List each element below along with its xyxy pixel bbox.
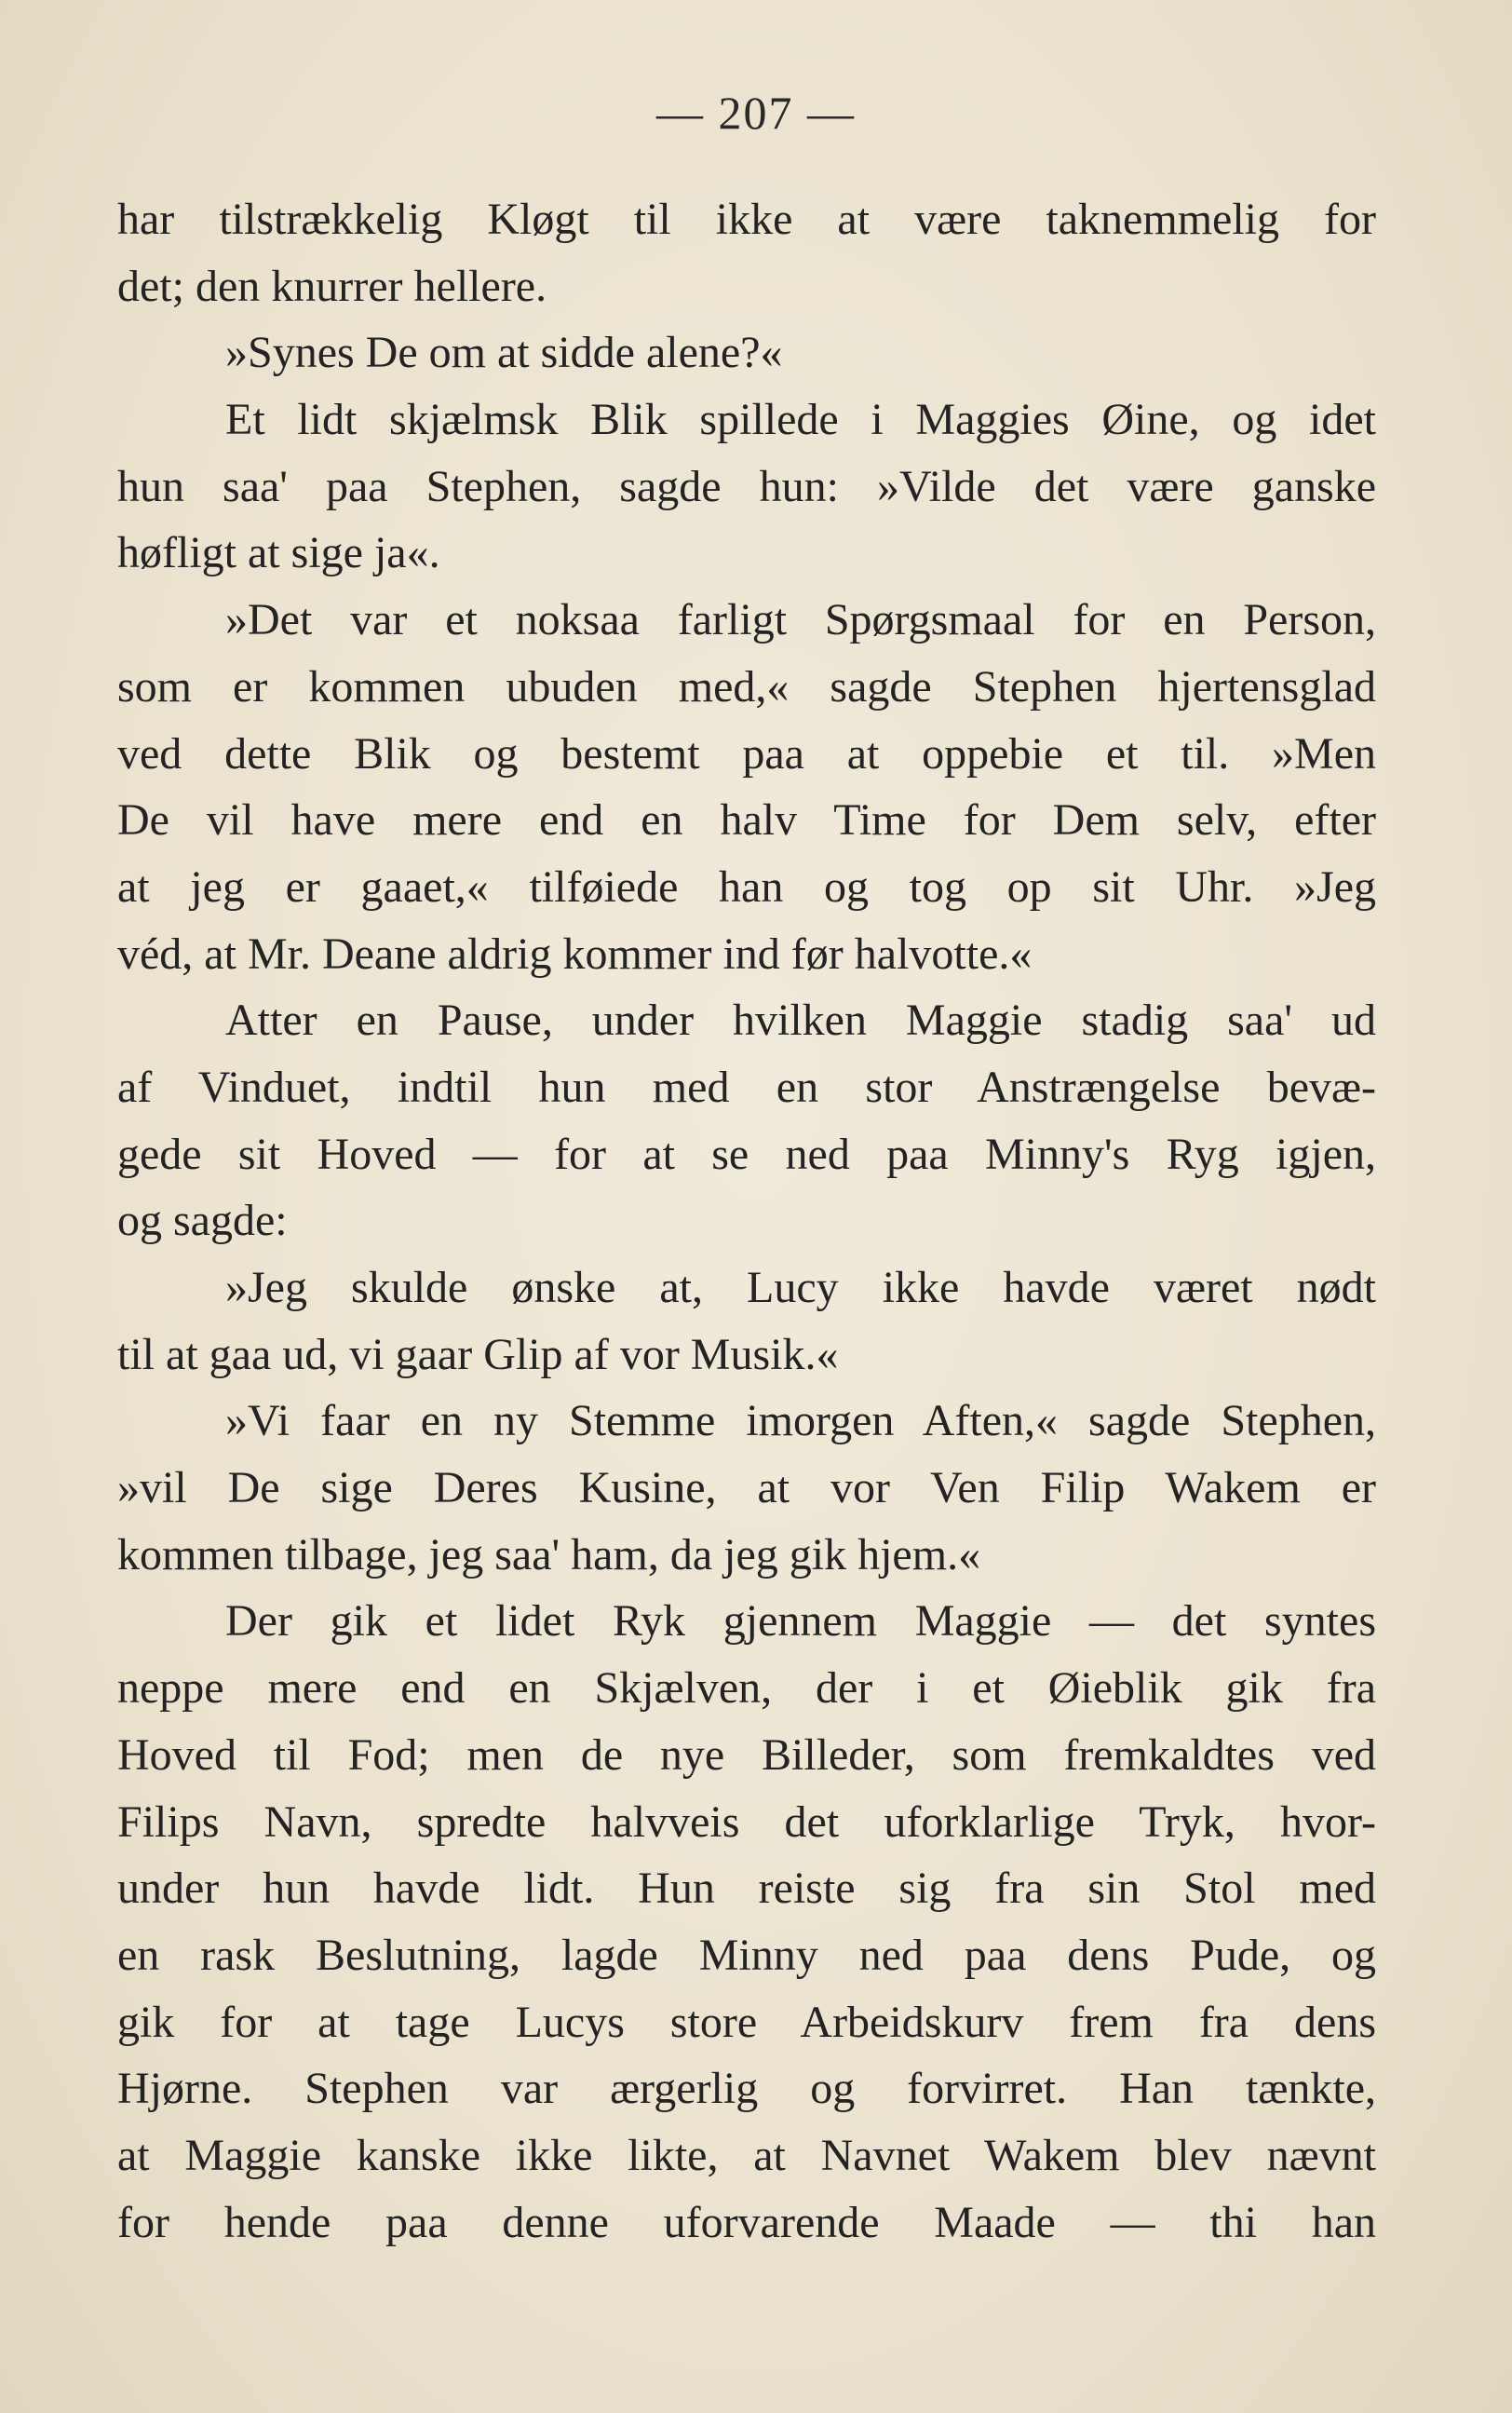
text-line: Der gik et lidet Ryk gjennem Maggie — det syntes <box>225 1596 1376 1647</box>
text-line: under hun havde lidt. Hun reiste sig fra sin Stol med <box>117 1864 1376 1914</box>
text-line: Atter en Pause, under hvilken Maggie stadig saa' ud <box>225 996 1376 1046</box>
text-line: og sagde: <box>117 1196 288 1246</box>
text-line: Et lidt skjælmsk Blik spillede i Maggies Øine, og idet <box>225 395 1376 445</box>
text-line: De vil have mere end en halv Time for Dem selv, efter <box>117 795 1376 846</box>
text-line: gede sit Hoved — for at se ned paa Minny's Ryg igjen, <box>117 1129 1376 1179</box>
text-line: har tilstrækkelig Kløgt til ikke at være taknemmelig for <box>117 195 1376 244</box>
text-line: »Vi faar en ny Stemme imorgen Aften,« sagde Stephen, <box>225 1396 1376 1446</box>
page-number: — 207 — <box>656 87 856 139</box>
text-line: »vil De sige Deres Kusine, at vor Ven Filip Wakem er <box>117 1463 1376 1513</box>
text-line: »Synes De om at sidde alene?« <box>225 328 783 378</box>
text-line: for hende paa denne uforvarende Maade — thi han <box>117 2197 1376 2247</box>
text-line: en rask Beslutning, lagde Minny ned paa dens Pude, og <box>117 1930 1376 1980</box>
text-line: hun saa' paa Stephen, sagde hun: »Vilde det være ganske <box>117 461 1376 511</box>
text-line: til at gaa ud, vi gaar Glip af vor Musik.« <box>117 1329 839 1379</box>
text-line: at jeg er gaaet,« tilføiede han og tog op sit Uhr. »Jeg <box>117 861 1376 912</box>
text-line: som er kommen ubuden med,« sagde Stephen hjertensglad <box>117 661 1376 712</box>
text-line: Hoved til Fod; men de nye Billeder, som fremkaldtes ved <box>117 1729 1376 1780</box>
text-line: Hjørne. Stephen var ærgerlig og forvirret. Han tænkte, <box>117 2064 1376 2114</box>
text-line: af Vinduet, indtil hun med en stor Anstrængelse bevæ- <box>117 1062 1376 1112</box>
text-line: kommen tilbage, jeg saa' ham, da jeg gik hjem.« <box>117 1529 981 1579</box>
text-line: Filips Navn, spredte halvveis det uforklarlige Tryk, hvor- <box>117 1796 1376 1847</box>
text-line: at Maggie kanske ikke likte, at Navnet Wakem blev nævnt <box>117 2130 1376 2180</box>
text-line: »Det var et noksaa farligt Spørgsmaal for en Person, <box>225 595 1376 645</box>
text-line: »Jeg skulde ønske at, Lucy ikke havde været nødt <box>225 1263 1376 1312</box>
body-text <box>117 186 1376 2256</box>
text-line: det; den knurrer hellere. <box>117 261 547 311</box>
text-line: ved dette Blik og bestemt paa at oppebie et til. »Men <box>117 728 1376 779</box>
text-line: neppe mere end en Skjælven, der i et Øieblik gik fra <box>117 1663 1376 1714</box>
text-line: høfligt at sige ja«. <box>117 528 440 578</box>
text-line: gik for at tage Lucys store Arbeidskurv frem fra dens <box>117 1997 1376 2047</box>
text-line: véd, at Mr. Deane aldrig kommer ind før halvotte.« <box>117 929 1033 979</box>
